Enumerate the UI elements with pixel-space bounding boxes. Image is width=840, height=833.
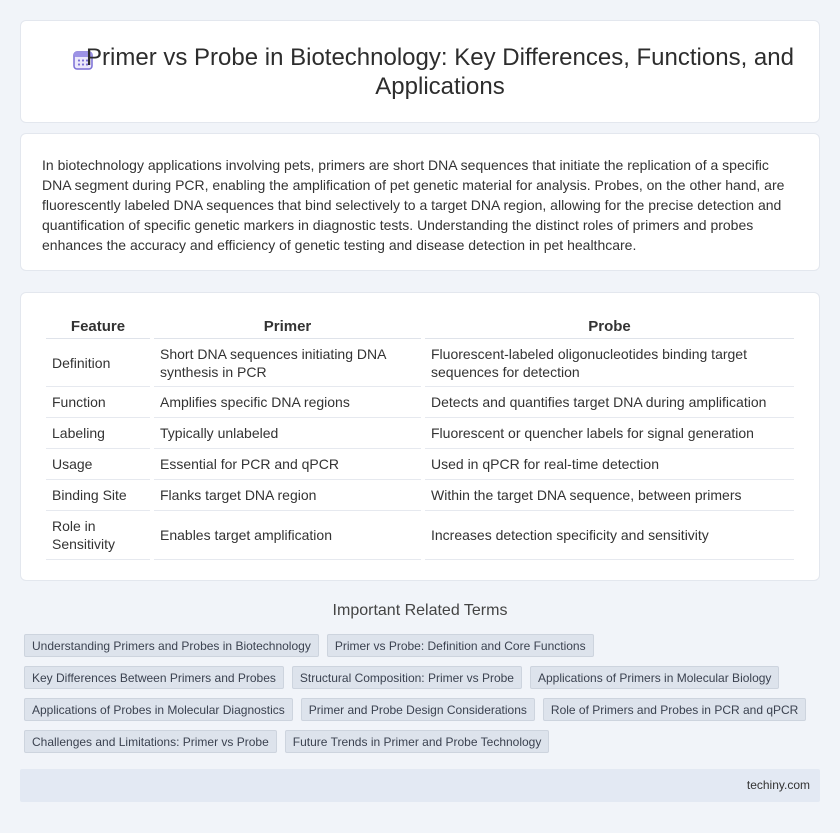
- related-term-tag[interactable]: Challenges and Limitations: Primer vs Probe: [24, 730, 277, 753]
- header-feature: Feature: [46, 315, 150, 339]
- table-cell: Enables target amplification: [154, 511, 421, 560]
- related-term-tag[interactable]: Primer and Probe Design Considerations: [301, 698, 535, 721]
- table-cell: Labeling: [46, 418, 150, 449]
- intro-paragraph: In biotechnology applications involving pets, primers are short DNA sequences that initiate the replication of a specific DNA segment during PCR, enabling the amplification of pet genetic material for analysis. Probes, on the other hand, are fluorescently labeled DNA sequences that bind selectively to a target DNA region, allowing for the precise detection and quantification of specific genetic markers in diagnostic tests. Understanding the distinct roles of primers and probes enhances the accuracy and efficiency of genetic testing and disease detection in pet healthcare.: [42, 157, 785, 253]
- header-probe: Probe: [425, 315, 794, 339]
- table-cell: Short DNA sequences initiating DNA synthesis in PCR: [154, 339, 421, 387]
- tag-row: [24, 666, 824, 689]
- table-cell: Detects and quantifies target DNA during amplification: [425, 387, 794, 418]
- table-cell: Definition: [46, 339, 150, 387]
- table-row: [46, 480, 794, 511]
- tag-row: [24, 634, 824, 657]
- related-term-tag[interactable]: Primer vs Probe: Definition and Core Functions: [327, 634, 594, 657]
- table-row: [46, 387, 794, 418]
- comparison-card: [20, 292, 820, 581]
- page-title: Primer vs Probe in Biotechnology: Key Differences, Functions, and Applications: [86, 44, 794, 100]
- table-cell: Flanks target DNA region: [154, 480, 421, 511]
- comparison-table: [42, 315, 798, 560]
- footer: [20, 769, 820, 802]
- header-primer: Primer: [154, 315, 421, 339]
- table-cell: Within the target DNA sequence, between primers: [425, 480, 794, 511]
- tag-row: [24, 698, 824, 721]
- table-cell: Essential for PCR and qPCR: [154, 449, 421, 480]
- related-term-tag[interactable]: Structural Composition: Primer vs Probe: [292, 666, 522, 689]
- table-row: [46, 449, 794, 480]
- table-cell: Function: [46, 387, 150, 418]
- table-row: [46, 339, 794, 387]
- table-row: [46, 511, 794, 560]
- related-term-tag[interactable]: Role of Primers and Probes in PCR and qPCR: [543, 698, 806, 721]
- tag-row: [24, 730, 824, 753]
- related-term-tag[interactable]: Applications of Probes in Molecular Diagnostics: [24, 698, 293, 721]
- title-card: [20, 20, 820, 123]
- related-terms-title: Important Related Terms: [332, 602, 508, 619]
- table-row: [46, 418, 794, 449]
- table-cell: Role in Sensitivity: [46, 511, 150, 560]
- table-cell: Increases detection specificity and sensitivity: [425, 511, 794, 560]
- table-cell: Binding Site: [46, 480, 150, 511]
- table-header-row: [46, 315, 794, 339]
- table-cell: Amplifies specific DNA regions: [154, 387, 421, 418]
- related-term-tag[interactable]: Key Differences Between Primers and Probes: [24, 666, 284, 689]
- intro-card: [20, 133, 820, 271]
- table-cell: Fluorescent-labeled oligonucleotides binding target sequences for detection: [425, 339, 794, 387]
- related-term-tag[interactable]: Future Trends in Primer and Probe Technology: [285, 730, 550, 753]
- related-term-tag[interactable]: Understanding Primers and Probes in Biotechnology: [24, 634, 319, 657]
- table-cell: Fluorescent or quencher labels for signal generation: [425, 418, 794, 449]
- site-name[interactable]: techiny.com: [746, 778, 810, 792]
- table-cell: Typically unlabeled: [154, 418, 421, 449]
- related-terms-list: [24, 634, 824, 762]
- table-cell: Used in qPCR for real-time detection: [425, 449, 794, 480]
- related-term-tag[interactable]: Applications of Primers in Molecular Biology: [530, 666, 779, 689]
- table-cell: Usage: [46, 449, 150, 480]
